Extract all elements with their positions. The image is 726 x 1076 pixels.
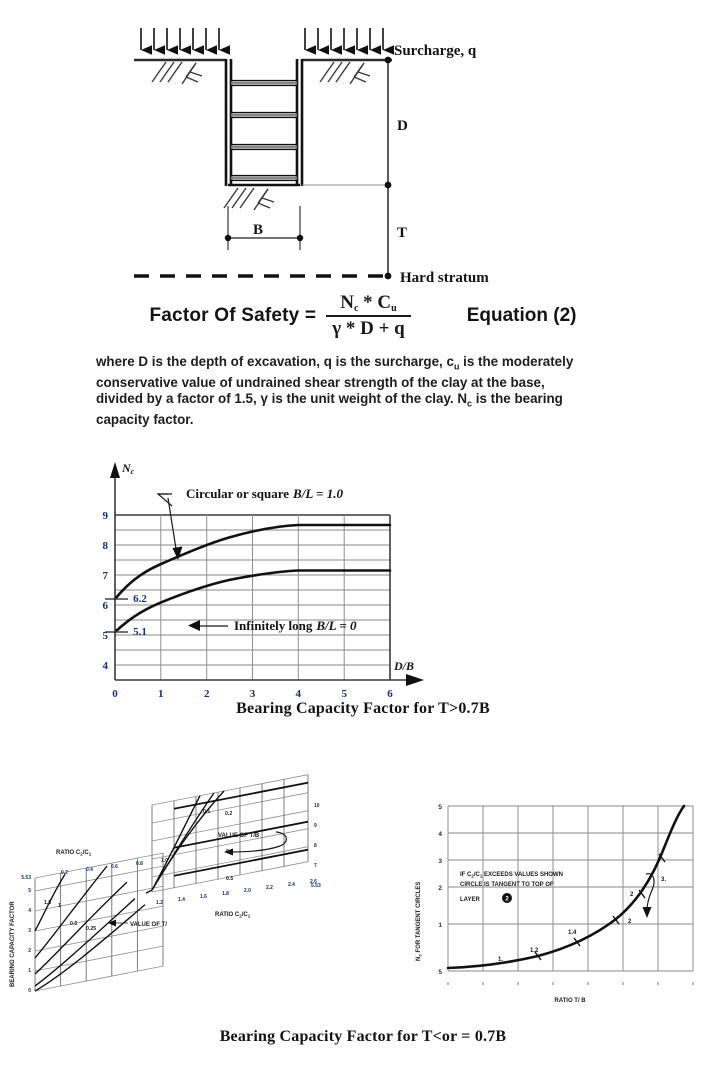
- surcharge-arrows-left: [141, 28, 219, 50]
- chart2-right-annotation: [218, 832, 286, 856]
- chart3-bottom-ticks: [448, 982, 693, 985]
- svg-text:0.1: 0.1: [203, 809, 211, 815]
- svg-text:0: 0: [28, 988, 31, 994]
- chart2-left-panel: [10, 850, 168, 994]
- excavation-walls: [226, 59, 302, 186]
- svg-text:1.4: 1.4: [568, 930, 577, 936]
- svg-text:7: 7: [102, 570, 108, 582]
- svg-text:0.5: 0.5: [226, 876, 234, 882]
- excavation-struts: [231, 81, 297, 181]
- svg-text:4: 4: [438, 831, 442, 838]
- svg-text:2: 2: [628, 919, 632, 925]
- ground-hatch-left: [152, 62, 202, 84]
- svg-text:0.25: 0.25: [86, 926, 97, 932]
- chart-nc-for-tangent-circles: [408, 786, 708, 1014]
- svg-text:1: 1: [58, 903, 61, 909]
- width-dimension: [225, 206, 303, 250]
- chart2-left-x-axis-label: RATIO $C_2/C_1$: [56, 850, 92, 857]
- y-axis-arrow-head: [110, 462, 120, 478]
- svg-text:2.6: 2.6: [310, 879, 317, 885]
- svg-text:4: 4: [28, 908, 31, 914]
- chart1-x-axis-label: D/B: [394, 659, 415, 673]
- label-depth-D: D: [397, 118, 408, 134]
- svg-text:5: 5: [438, 969, 442, 976]
- surcharge-arrows-right: [305, 28, 383, 50]
- svg-text:10: 10: [314, 803, 320, 809]
- svg-text:2.2: 2.2: [266, 885, 273, 891]
- svg-text:5.53: 5.53: [21, 875, 31, 881]
- chart1-leader-infinitely-long: [188, 620, 228, 631]
- chart2-left-curve-labels: [44, 900, 96, 932]
- svg-text:3: 3: [28, 928, 31, 934]
- chart1-leader-circular-square: [158, 494, 183, 560]
- svg-text:0.8: 0.8: [136, 861, 143, 867]
- svg-text:5: 5: [341, 688, 347, 700]
- svg-text:0.2: 0.2: [225, 811, 233, 817]
- chart3-note-line1: IF $C_2/C_1$ EXCEEDS VALUES SHOWN: [460, 872, 563, 879]
- chart3-note-line3: LAYER: [460, 897, 480, 903]
- caption-chart1: Bearing Capacity Factor for T>0.7B: [236, 700, 490, 717]
- svg-text:8: 8: [102, 540, 108, 552]
- chart1-y-tick-labels: [103, 510, 109, 672]
- svg-text:7: 7: [314, 863, 317, 869]
- chart-bearing-capacity-T-gt-0.7B: [0, 452, 726, 722]
- equation-fraction: [326, 292, 411, 340]
- chart3-x-axis-label: RATIO T/ B: [554, 998, 586, 1004]
- svg-text:2.4: 2.4: [288, 882, 295, 888]
- svg-text:6: 6: [102, 600, 108, 612]
- excavation-base-hatch: [224, 188, 274, 210]
- svg-text:6: 6: [387, 688, 393, 700]
- chart-bearing-capacity-nomograph: [0, 782, 400, 1017]
- svg-text:2: 2: [28, 948, 31, 954]
- dim-node-top: [385, 57, 392, 64]
- svg-text:1.4: 1.4: [178, 897, 185, 903]
- chart2-right-panel: [146, 775, 321, 919]
- chart3-y-tick-labels: [438, 804, 442, 976]
- svg-text:1: 1: [28, 968, 31, 974]
- svg-text:5: 5: [102, 630, 108, 642]
- label-surcharge: Surcharge, q: [394, 43, 477, 59]
- caption-chart2: Bearing Capacity Factor for T<or = 0.7B: [219, 1028, 507, 1045]
- braced-excavation-diagram: [0, 10, 726, 285]
- chart1-start-value-markers: [102, 593, 147, 638]
- svg-text:1.: 1.: [498, 957, 504, 963]
- svg-text:VALUE OF T/: VALUE OF T/: [130, 922, 167, 928]
- svg-text:1.0: 1.0: [161, 858, 168, 864]
- dim-node-mid: [385, 182, 392, 189]
- svg-text:5.1: 5.1: [133, 626, 147, 638]
- chart1-x-tick-labels: [112, 688, 393, 700]
- svg-text:3: 3: [249, 688, 256, 700]
- equation-denominator: γ * D + q: [332, 318, 405, 339]
- chart3-y-axis-label: $N_c$ FOR TANGENT CIRCLES: [416, 881, 423, 961]
- chart3-note-line2: CIRCLE IS TANGENT TO TOP OF: [460, 882, 554, 888]
- svg-text:1.6: 1.6: [200, 894, 207, 900]
- equation-description-paragraph: where D is the depth of excavation, q is the surcharge, $c_u$ is the moderately conservative value of undrained shear strength of the clay at the base, divided by a factor of 1.5, γ is the unit weight of the clay. $N_c$ is the bearing capacity factor.: [96, 354, 574, 427]
- layer-badge-number: 2: [505, 896, 509, 903]
- svg-text:1.2: 1.2: [156, 900, 163, 906]
- chart2-right-x-ticks: [156, 879, 317, 906]
- chart1-gridlines-vertical: [115, 515, 390, 680]
- svg-text:1.8: 1.8: [222, 891, 229, 897]
- svg-text:2: 2: [630, 892, 634, 898]
- svg-text:3: 3: [438, 858, 442, 865]
- chart1-y-axis-label: Nc: [122, 461, 135, 476]
- svg-text:3.: 3.: [661, 877, 667, 883]
- equation-lhs-label: Factor Of Safety =: [149, 305, 317, 326]
- svg-text:4: 4: [295, 688, 302, 700]
- svg-text:9: 9: [102, 510, 108, 522]
- label-hard-stratum: Hard stratum: [400, 270, 489, 286]
- chart1-series1-label: Circular or square B/L = 1.0: [186, 486, 343, 501]
- label-width-B: B: [252, 222, 264, 238]
- label-thickness-T: T: [397, 225, 408, 241]
- svg-text:5: 5: [438, 804, 442, 811]
- svg-text:2.0: 2.0: [244, 888, 251, 894]
- svg-text:0.6: 0.6: [111, 864, 118, 870]
- equation-numerator: $N_c * C_u$: [340, 292, 397, 314]
- svg-text:1.5: 1.5: [44, 900, 52, 906]
- equation-block: [0, 292, 726, 340]
- svg-text:9: 9: [314, 823, 317, 829]
- svg-text:VALUE OF T/B: VALUE OF T/B: [218, 833, 260, 839]
- chart1-series2-label: Infinitely long B/L = 0: [234, 618, 357, 633]
- svg-text:8: 8: [314, 843, 317, 849]
- svg-text:5.53: 5.53: [311, 883, 321, 889]
- svg-text:1: 1: [158, 688, 164, 700]
- svg-text:6.2: 6.2: [133, 593, 147, 605]
- svg-text:0.5: 0.5: [70, 921, 78, 927]
- ground-hatch-right: [320, 62, 370, 84]
- svg-text:0: 0: [112, 688, 118, 700]
- svg-text:2: 2: [438, 885, 442, 892]
- x-axis-arrow-head: [406, 674, 424, 686]
- svg-text:4: 4: [102, 660, 108, 672]
- chart2-y-axis-label: BEARING CAPACITY FACTOR: [10, 901, 16, 987]
- svg-text:0.2: 0.2: [61, 870, 68, 876]
- chart2-right-x-axis-label: RATIO $C_2/C_1$: [215, 912, 251, 919]
- svg-text:5: 5: [28, 888, 31, 894]
- chart2-right-y-ticks: [311, 803, 321, 889]
- svg-text:1.2: 1.2: [530, 948, 539, 954]
- svg-text:0.4: 0.4: [86, 867, 93, 873]
- chart2-left-y-ticks: [21, 875, 31, 994]
- svg-text:1: 1: [438, 922, 442, 929]
- svg-text:2: 2: [203, 688, 210, 700]
- equation-number-tag: Equation (2): [466, 305, 577, 326]
